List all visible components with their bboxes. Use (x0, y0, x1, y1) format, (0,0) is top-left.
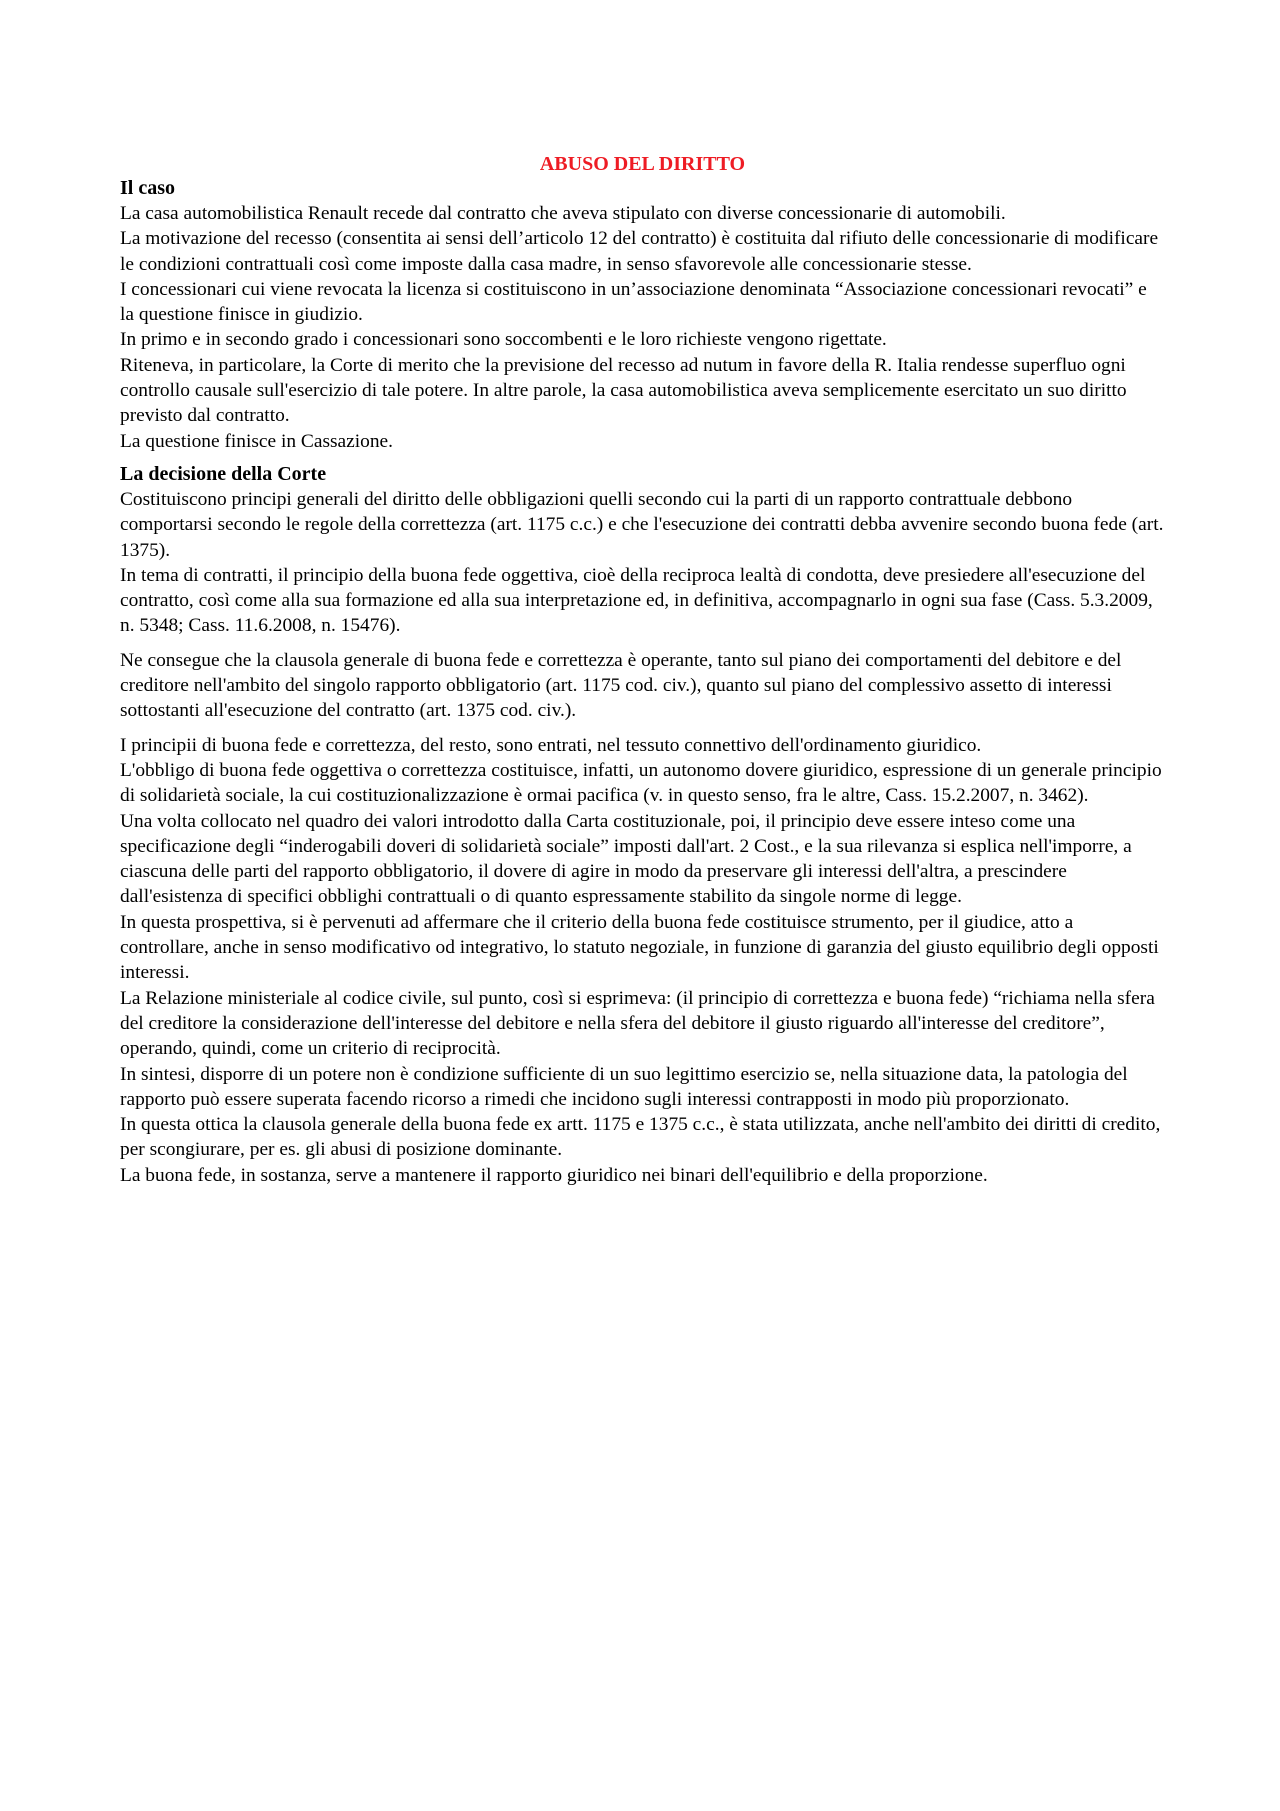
section-heading-il-caso: Il caso (120, 177, 175, 199)
paragraph: In tema di contratti, il principio della buona fede oggettiva, cioè della reciproca lealtà di condotta, deve presiedere all'esecuzione del contratto, così come alla sua formazione ed alla sua interpretazione ed, in definitiva, accompagnarlo in ogni sua fase (Cass. 5.3.2009, n. 5348; Cass. 11.6.2008, n. 15476). (120, 564, 1153, 637)
paragraph: L'obbligo di buona fede oggettiva o correttezza costituisce, infatti, un autonomo dovere giuridico, espressione di un generale principio di solidarietà sociale, la cui costituzionalizzazione è ormai pacifica (v. in questo senso, fra le altre, Cass. 15.2.2007, n. 3462). (120, 759, 1162, 807)
paragraph: In sintesi, disporre di un potere non è condizione sufficiente di un suo legittimo esercizio se, nella situazione data, la patologia del rapporto può essere superata facendo ricorso a rimedi che incidono sugli interessi contrapposti in modo più proporzionato. (120, 1063, 1128, 1110)
document-title: ABUSO DEL DIRITTO (539, 153, 746, 175)
paragraph: In questa ottica la clausola generale della buona fede ex artt. 1175 e 1375 c.c., è stata utilizzata, anche nell'ambito dei diritti di credito, per scongiurare, per es. gli abusi di posizione dominante. (120, 1114, 1161, 1161)
document-page (120, 150, 1165, 1188)
paragraph: I principii di buona fede e correttezza, del resto, sono entrati, nel tessuto connettivo dell'ordinamento giuridico. (120, 734, 982, 756)
paragraph: Ne consegue che la clausola generale di buona fede e correttezza è operante, tanto sul piano dei comportamenti del debitore e del creditore nell'ambito del singolo rapporto obbligatorio (art. 1175 cod. civ.), quanto sul piano del complessivo assetto di interessi sottostanti all'esecuzione del contratto (art. 1375 cod. civ.). (120, 649, 1122, 722)
paragraph: La buona fede, in sostanza, serve a mantenere il rapporto giuridico nei binari dell'equilibrio e della proporzione. (120, 1164, 988, 1186)
paragraph: La Relazione ministeriale al codice civile, sul punto, così si esprimeva: (il principio di correttezza e buona fede) “richiama nella sfera del creditore la considerazione dell'interesse del debitore e nella sfera del debitore il giusto riguardo all'interesse del creditore”, operando, quindi, come un criterio di reciprocità. (120, 987, 1155, 1060)
paragraph: In questa prospettiva, si è pervenuti ad affermare che il criterio della buona fede costituisce strumento, per il giudice, atto a controllare, anche in senso modificativo od integrativo, lo statuto negoziale, in funzione di garanzia del giusto equilibrio degli opposti interessi. (120, 911, 1159, 984)
paragraph: I concessionari cui viene revocata la licenza si costituiscono in un’associazione denominata “Associazione concessionari revocati” e la questione finisce in giudizio. (120, 278, 1147, 326)
paragraph: Costituiscono principi generali del diritto delle obbligazioni quelli secondo cui la parti di un rapporto contrattuale debbono comportarsi secondo le regole della correttezza (art. 1175 c.c.) e che l'esecuzione dei contratti debba avvenire secondo buona fede (art. 1375). (120, 488, 1164, 561)
paragraph: La questione finisce in Cassazione. (120, 430, 394, 452)
paragraph: Una volta collocato nel quadro dei valori introdotto dalla Carta costituzionale, poi, il principio deve essere inteso come una specificazione degli “inderogabili doveri di solidarietà sociale” imposti dall'art. 2 Cost., e la sua rilevanza si esplica nell'imporre, a ciascuna delle parti del rapporto obbligatorio, il dovere di agire in modo da preservare gli interessi dell'altra, a prescindere dall'esistenza di specifici obblighi contrattuali o di quanto espressamente stabilito da singole norme di legge. (120, 810, 1132, 908)
paragraph: Riteneva, in particolare, la Corte di merito che la previsione del recesso ad nutum in favore della R. Italia rendesse superfluo ogni controllo causale sull'esercizio di tale potere. In altre parole, la casa automobilistica aveva semplicemente esercitato un suo diritto previsto dal contratto. (120, 354, 1127, 427)
paragraph: La motivazione del recesso (consentita ai sensi dell’articolo 12 del contratto) è costituita dal rifiuto delle concessionarie di modificare le condizioni contrattuali così come imposte dalla casa madre, in senso sfavorevole alle concessionarie stesse. (120, 228, 1159, 275)
paragraph: In primo e in secondo grado i concessionari sono soccombenti e le loro richieste vengono rigettate. (120, 329, 887, 351)
section-heading-decisione: La decisione della Corte (120, 462, 327, 485)
paragraph: La casa automobilistica Renault recede dal contratto che aveva stipulato con diverse concessionarie di automobili. (120, 203, 1006, 224)
